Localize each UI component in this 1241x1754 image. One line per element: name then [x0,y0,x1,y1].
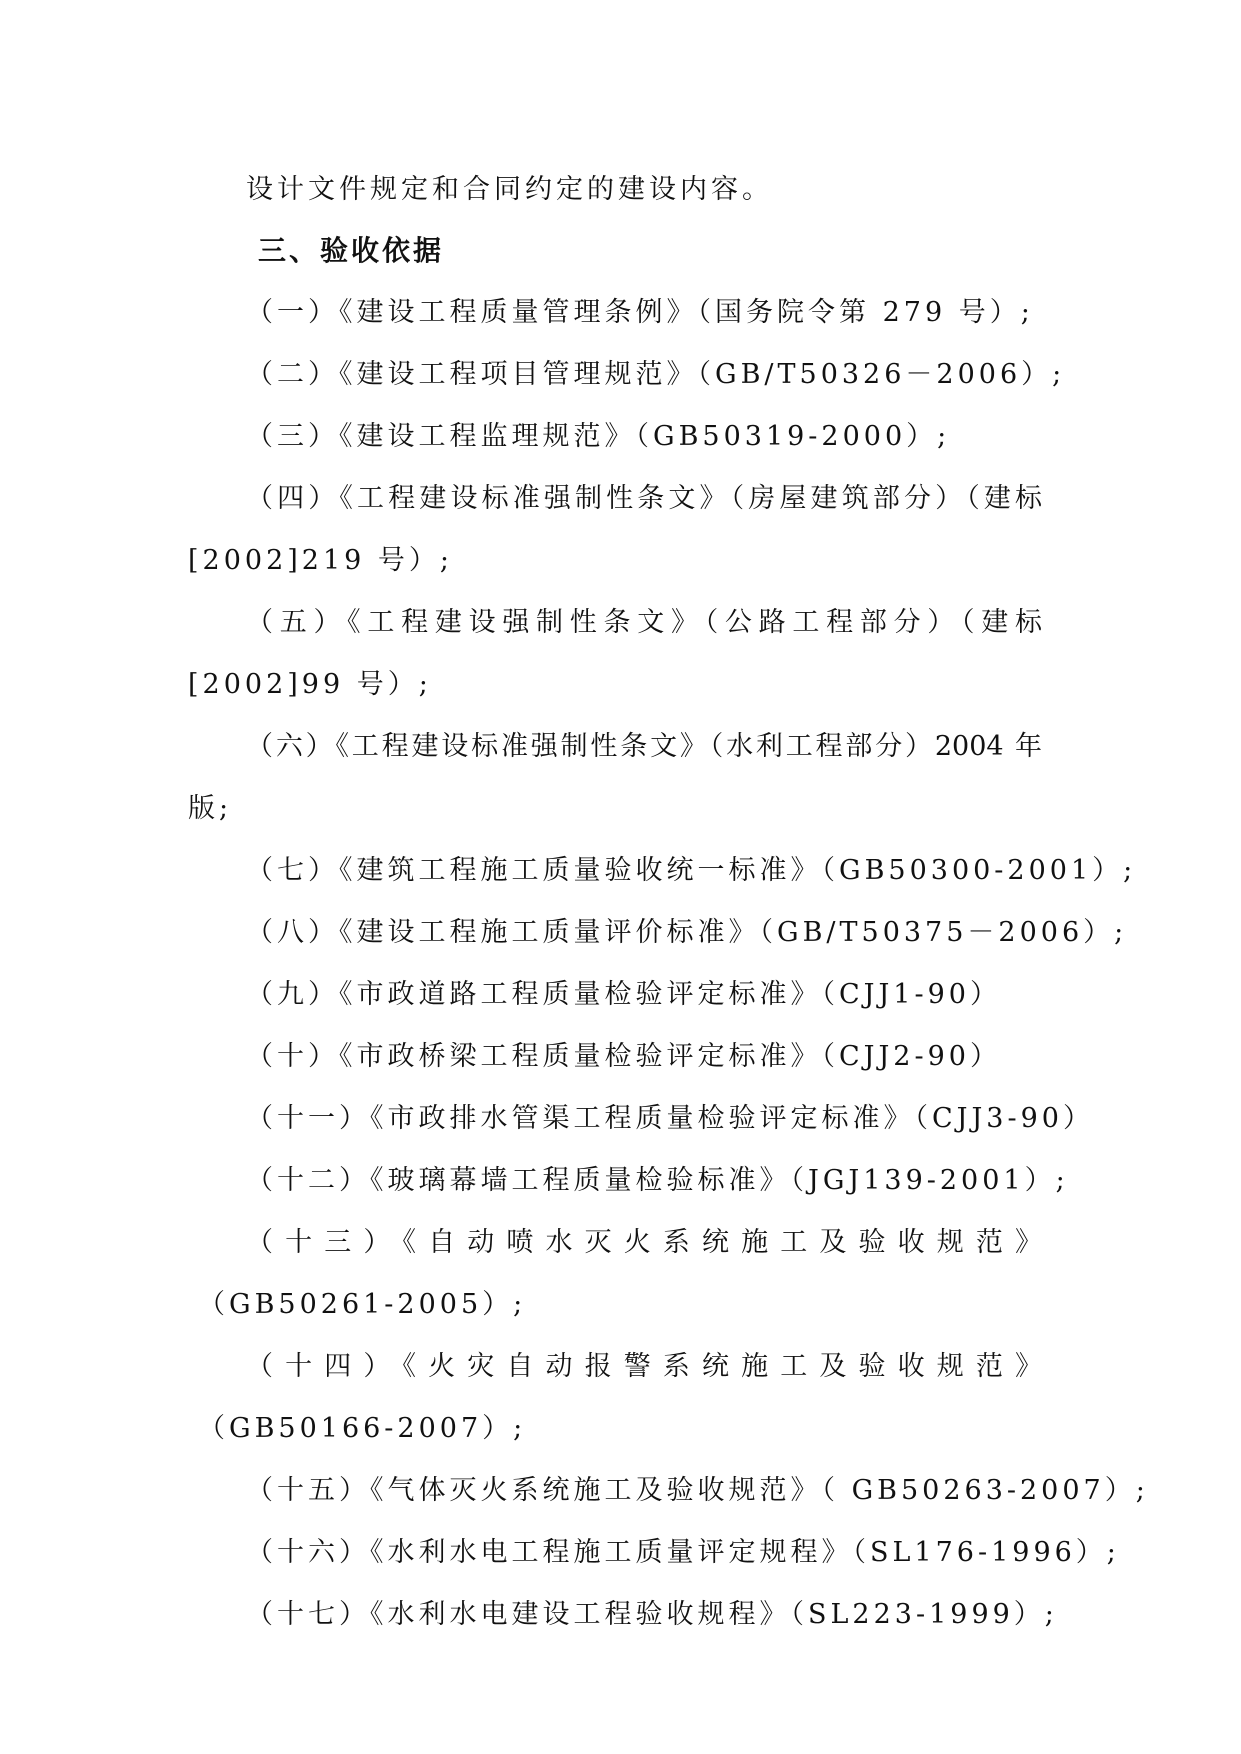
list-item: （八）《建设工程施工质量评价标准》（GB/T50375－2006）; [246,917,1128,948]
list-item: （十五）《气体灭火系统施工及验收规范》（ GB50263-2007）; [246,1475,1149,1506]
list-item: （十二）《玻璃幕墙工程质量检验标准》（JGJ139-2001）; [246,1165,1069,1196]
list-item: （十四）《火灾自动报警系统施工及验收规范》 [246,1351,1042,1382]
list-item: （五）《工程建设强制性条文》（公路工程部分）（建标 [246,607,1042,638]
list-item-continuation: 版; [188,793,233,824]
list-item-continuation: [2002]99 号）; [188,669,432,700]
list-item: （十一）《市政排水管渠工程质量检验评定标准》（CJJ3-90） [246,1103,1094,1134]
list-item: （十）《市政桥梁工程质量检验评定标准》（CJJ2-90） [246,1041,1001,1072]
list-item-continuation: [2002]219 号）; [188,545,453,576]
list-item: （四）《工程建设标准强制性条文》（房屋建筑部分）（建标 [246,483,1042,514]
continuation-paragraph: 设计文件规定和合同约定的建设内容。 [246,174,773,205]
list-item: （六）《工程建设标准强制性条文》（水利工程部分）2004 年 [246,731,1042,762]
list-item-continuation: （GB50261-2005）; [198,1289,527,1320]
list-item: （十三）《自动喷水灭火系统施工及验收规范》 [246,1227,1042,1258]
list-item: （九）《市政道路工程质量检验评定标准》（CJJ1-90） [246,979,1001,1010]
list-item: （十六）《水利水电工程施工质量评定规程》（SL176-1996）; [246,1537,1120,1568]
list-item-continuation: （GB50166-2007）; [198,1413,527,1444]
list-item: （二）《建设工程项目管理规范》（GB/T50326－2006）; [246,359,1066,390]
list-item: （三）《建设工程监理规范》（GB50319-2000）; [246,421,951,452]
list-item: （一）《建设工程质量管理条例》（国务院令第 279 号）; [246,297,1034,328]
list-item: （十七）《水利水电建设工程验收规程》（SL223-1999）; [246,1599,1058,1630]
section-heading: 三、验收依据 [258,234,445,267]
list-item: （七）《建筑工程施工质量验收统一标准》（GB50300-2001）; [246,855,1137,886]
